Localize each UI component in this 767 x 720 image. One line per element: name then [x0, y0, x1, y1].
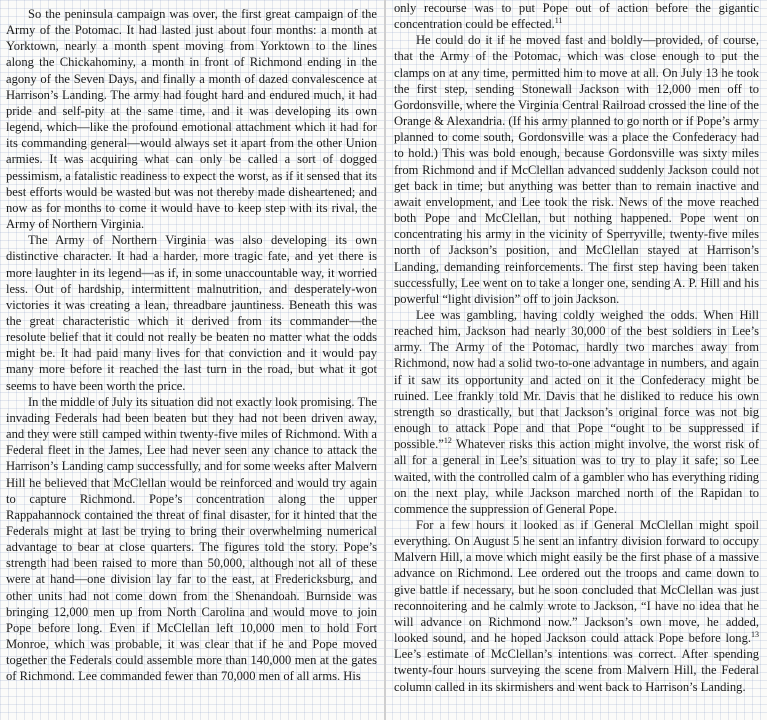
- paragraph-middle-of-july: In the middle of July its situation did not exactly look promising. The invading Federals had been beaten but they had not been driven away, and they were still camped within twenty-five miles of Richmond. With a Federal fleet in the James, Lee had never seen any chance to attack the Harrison’s Landing camp successfully, and for some weeks after Malvern Hill he believed that McClellan would be reinforced and would try again to capture Richmond. Pope’s concentration along the upper Rappahannock contained the threat of final disaster, for it hinted that the Federals might at last be trying to bring their overwhelming numerical advantage to bear at close quarters. The figures told the story. Pope’s strength had been raised to more than 50,000, although not all of these were at hand—one division lay far to the east, at Fredericksburg, and other units had not come down from the Shenandoah. Burnside was bringing 12,000 men up from North Carolina and would move to join Pope before long. Even if McClellan left 10,000 men to hold Fort Monroe, which was probable, it was clear that if he and Pope moved together the Federals could assemble more than 140,000 men at the gates of Richmond. Lee commanded fewer than 70,000 men of all arms. His: [6, 394, 377, 684]
- right-column: [386, 0, 767, 695]
- paragraph-continued-text: only recourse was to put Pope out of action before the gigantic concentration could be effected.: [394, 1, 759, 32]
- paragraph-he-could-do-it-text: He could do it if he moved fast and boldly—provided, of course, that the Army of the Potomac, which was close enough to put the clamps on at any time, permitted him to move at all. On July 13 he took the first step, sending Stonewall Jackson with 12,000 men off to Gordonsville, where the Virginia Central Railroad crossed the line of the Orange & Alexandria. (If his army planned to go north or if Pope’s army planned to come south, Gordonsville was a place the Confederacy had to hold.) This was bold enough, because Gordonsville was sixty miles from Richmond and if McClellan advanced suddenly Jackson could not get back in time; but anything was better than to remain inactive and await envelopment, and Lee took the risk. News of the move reached both Pope and McClellan, but nothing happened. Pope went on concentrating his army in the vicinity of Sperryville, twenty-five miles north of Jackson’s position, and McClellan stayed at Harrison’s Landing, demanding reinforcements. The first step having been taken successfully, Lee went on to take a longer one, sending A. P. Hill and his powerful “light division” off to join Jackson.: [394, 33, 759, 306]
- paragraph-lee-was-gambling-rest: Whatever risks this action might involve, the worst risk of all for a general in Lee’s situation was to try to play it safe; so Lee waited, with the controlled calm of a gambler who has everything riding on the next play, while Jackson marched north of the Rapidan to commence the suppression of General Pope.: [394, 437, 759, 516]
- paragraph-campaign-over: So the peninsula campaign was over, the first great campaign of the Army of the Potomac. It had lasted just about four months: a month at Yorktown, nearly a month spent moving from Yorktown to the lines along the Chickahominy, a month in front of Richmond ending in the agony of the Seven Days, and finally a month of dazed convalescence at Harrison’s Landing. The army had fought hard and endured much, it had pride and self-pity at the same time, and it was developing its own legend, which—like the profound emotional attachment which it had for its commanding general—would always set it apart from the other Union armies. It was acquiring what can only be called a sort of dogged pessimism, a fatalistic readiness to expect the worst, as if it sensed that its best efforts would be wasted but was not thereby made disheartened; and now as for months to come it would have to keep step with its rival, the Army of Northern Virginia.: [6, 7, 377, 232]
- paragraph-he-could-do-it: [394, 32, 759, 307]
- footnote-marker-13: 13: [751, 629, 759, 639]
- paragraph-for-a-few-hours-text: For a few hours it looked as if General McClellan might spoil everything. On August 5 he sent an infantry division forward to occupy Malvern Hill, a move which might easily be the first phase of a massive advance on Richmond. Lee ordered out the troops and came down to give battle if necessary, but he soon concluded that McClellan was just reconnoitering and he calmly wrote to Jackson, “I have no idea that he will advance on Richmond now.” Jackson’s own move, he added, looked sound, and he hoped Jackson could attack Pope before long.: [394, 518, 759, 646]
- paragraph-for-a-few-hours: [394, 517, 759, 695]
- paragraph-lee-was-gambling: [394, 307, 759, 517]
- paragraph-lee-was-gambling-text: Lee was gambling, having coldly weighed the odds. When Hill reached him, Jackson had nearly 30,000 of the best soldiers in Lee’s army. The Army of the Potomac, hardly two marches away from Richmond, now had a solid two-to-one advantage in numbers, and again if it saw its opportunity and acted on it the Confederacy might be ruined. Lee frankly told Mr. Davis that he disliked to reduce his own strength so drastically, but that Jackson’s original force was not big enough to attack Pope and that Pope “ought to be suppressed if possible.”: [394, 307, 759, 452]
- paragraph-continued: [394, 0, 759, 32]
- left-column: [0, 0, 383, 685]
- footnote-marker-12: 12: [443, 436, 452, 446]
- paragraph-army-northern-virginia: The Army of Northern Virginia was also developing its own distinctive character. It had a harder, more tragic fate, and yet there is more laughter in its legend—as if, in some unaccountable way, it worried less. Out of hardship, intermittent malnutrition, and desperately-won victories it was creating a lean, threadbare jauntiness. Beneath this was the great characteristic which it derived from its commander—the resolute belief that it could not really be beaten no matter what the odds might be. It had paid many lives for that conviction and it would pay many more before it reached the last turn in the road, but what it got seems to have been worth the price.: [6, 233, 377, 393]
- footnote-marker-11: 11: [554, 15, 563, 25]
- paragraph-for-a-few-hours-rest: Lee’s estimate of McClellan’s intentions was correct. After spending twenty-four hours surveying the scene from Malvern Hill, the Federal column called in its skirmishers and went back to Harrison’s Landing.: [394, 647, 759, 694]
